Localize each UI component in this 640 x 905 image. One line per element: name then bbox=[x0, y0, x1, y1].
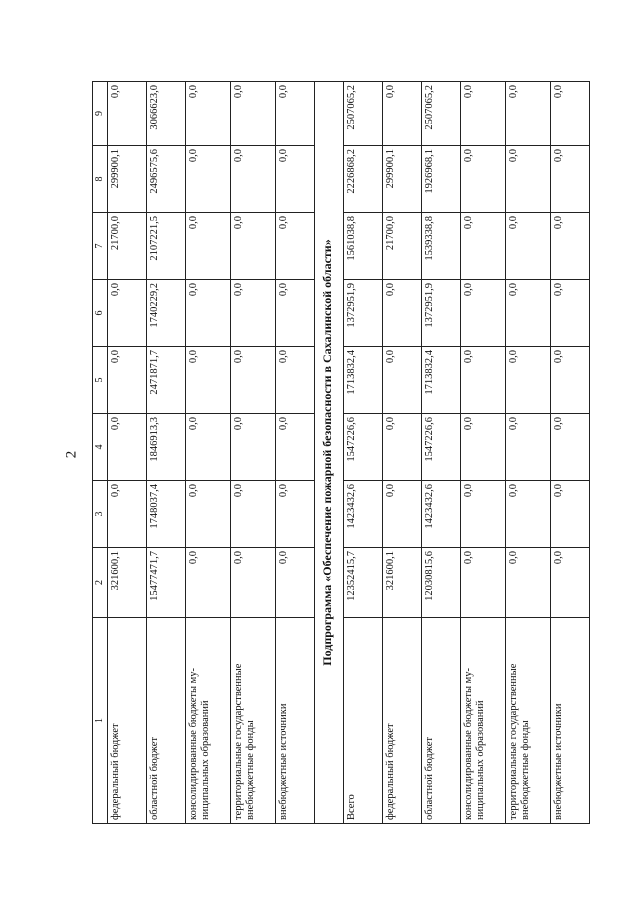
row-label: внебюджетные источники bbox=[551, 618, 590, 824]
value-cell: 0,0 bbox=[383, 347, 422, 414]
value-cell: 2471871,7 bbox=[147, 347, 186, 414]
value-cell: 0,0 bbox=[231, 548, 276, 618]
value-cell: 1561038,8 bbox=[344, 213, 383, 280]
value-cell: 1547226,6 bbox=[422, 414, 461, 481]
value-cell: 0,0 bbox=[461, 481, 506, 548]
value-cell: 0,0 bbox=[461, 548, 506, 618]
table-row bbox=[231, 82, 276, 824]
subprogram-row bbox=[315, 82, 344, 824]
value-cell: 0,0 bbox=[551, 414, 590, 481]
value-cell: 1539338,8 bbox=[422, 213, 461, 280]
value-cell: 0,0 bbox=[276, 347, 315, 414]
table-row bbox=[461, 82, 506, 824]
value-cell: 2226868,2 bbox=[344, 146, 383, 213]
value-cell: 21700,0 bbox=[383, 213, 422, 280]
value-cell: 299900,1 bbox=[108, 146, 147, 213]
value-cell: 0,0 bbox=[186, 347, 231, 414]
value-cell: 0,0 bbox=[551, 548, 590, 618]
value-cell: 0,0 bbox=[506, 82, 551, 146]
row-label: областной бюджет bbox=[147, 618, 186, 824]
value-cell: 0,0 bbox=[276, 414, 315, 481]
table-row bbox=[383, 82, 422, 824]
col-header: 1 bbox=[93, 618, 108, 824]
value-cell: 0,0 bbox=[551, 280, 590, 347]
value-cell: 1846913,3 bbox=[147, 414, 186, 481]
value-cell: 0,0 bbox=[186, 548, 231, 618]
row-label: федеральный бюджет bbox=[108, 618, 147, 824]
value-cell: 0,0 bbox=[231, 146, 276, 213]
value-cell: 0,0 bbox=[506, 548, 551, 618]
value-cell: 0,0 bbox=[551, 213, 590, 280]
col-header: 5 bbox=[93, 347, 108, 414]
value-cell: 0,0 bbox=[551, 347, 590, 414]
col-header: 3 bbox=[93, 481, 108, 548]
row-label: федеральный бюджет bbox=[383, 618, 422, 824]
value-cell: 0,0 bbox=[506, 481, 551, 548]
value-cell: 0,0 bbox=[276, 548, 315, 618]
value-cell: 0,0 bbox=[506, 213, 551, 280]
value-cell: 321600,1 bbox=[108, 548, 147, 618]
value-cell: 0,0 bbox=[231, 280, 276, 347]
col-header: 2 bbox=[93, 548, 108, 618]
value-cell: 0,0 bbox=[231, 213, 276, 280]
table-row bbox=[422, 82, 461, 824]
column-number-row bbox=[93, 82, 108, 824]
value-cell: 0,0 bbox=[506, 347, 551, 414]
section-1 bbox=[108, 82, 315, 824]
value-cell: 1713832,4 bbox=[422, 347, 461, 414]
value-cell: 2107221,5 bbox=[147, 213, 186, 280]
value-cell: 2496575,6 bbox=[147, 146, 186, 213]
value-cell: 1713832,4 bbox=[344, 347, 383, 414]
budget-table bbox=[92, 81, 590, 824]
table-row bbox=[186, 82, 231, 824]
col-header: 9 bbox=[93, 82, 108, 146]
value-cell: 0,0 bbox=[186, 481, 231, 548]
value-cell: 1547226,6 bbox=[344, 414, 383, 481]
col-header: 6 bbox=[93, 280, 108, 347]
value-cell: 12030815,6 bbox=[422, 548, 461, 618]
row-label: Всего bbox=[344, 618, 383, 824]
table-row bbox=[276, 82, 315, 824]
rotated-table-frame bbox=[92, 82, 564, 824]
value-cell: 0,0 bbox=[186, 280, 231, 347]
col-header: 8 bbox=[93, 146, 108, 213]
value-cell: 0,0 bbox=[186, 146, 231, 213]
value-cell: 0,0 bbox=[231, 481, 276, 548]
value-cell: 2507065,2 bbox=[422, 82, 461, 146]
value-cell: 321600,1 bbox=[383, 548, 422, 618]
value-cell: 0,0 bbox=[383, 280, 422, 347]
value-cell: 0,0 bbox=[551, 481, 590, 548]
row-label: территориальные государственные внебюджетные фонды bbox=[231, 618, 276, 824]
value-cell: 0,0 bbox=[461, 82, 506, 146]
value-cell: 0,0 bbox=[276, 146, 315, 213]
table-container bbox=[92, 82, 564, 824]
value-cell: 0,0 bbox=[186, 213, 231, 280]
value-cell: 3066623,0 bbox=[147, 82, 186, 146]
value-cell: 0,0 bbox=[383, 82, 422, 146]
value-cell: 0,0 bbox=[383, 414, 422, 481]
value-cell: 0,0 bbox=[186, 414, 231, 481]
value-cell: 0,0 bbox=[276, 481, 315, 548]
value-cell: 21700,0 bbox=[108, 213, 147, 280]
row-label: консолидированные бюджеты му-ниципальных образований bbox=[461, 618, 506, 824]
value-cell: 0,0 bbox=[108, 82, 147, 146]
value-cell: 0,0 bbox=[276, 82, 315, 146]
value-cell: 0,0 bbox=[461, 414, 506, 481]
value-cell: 0,0 bbox=[506, 280, 551, 347]
value-cell: 0,0 bbox=[276, 280, 315, 347]
value-cell: 0,0 bbox=[461, 146, 506, 213]
value-cell: 0,0 bbox=[276, 213, 315, 280]
value-cell: 0,0 bbox=[551, 82, 590, 146]
value-cell: 0,0 bbox=[108, 280, 147, 347]
value-cell: 0,0 bbox=[461, 347, 506, 414]
row-label: территориальные государственные внебюджетные фонды bbox=[506, 618, 551, 824]
value-cell: 0,0 bbox=[461, 280, 506, 347]
value-cell: 0,0 bbox=[506, 414, 551, 481]
value-cell: 1423432,6 bbox=[344, 481, 383, 548]
value-cell: 0,0 bbox=[231, 414, 276, 481]
value-cell: 0,0 bbox=[461, 213, 506, 280]
row-label: областной бюджет bbox=[422, 618, 461, 824]
value-cell: 2507065,2 bbox=[344, 82, 383, 146]
page-number: 2 bbox=[63, 450, 80, 459]
value-cell: 1423432,6 bbox=[422, 481, 461, 548]
value-cell: 1372951,9 bbox=[422, 280, 461, 347]
value-cell: 0,0 bbox=[108, 347, 147, 414]
value-cell: 15477471,7 bbox=[147, 548, 186, 618]
value-cell: 299900,1 bbox=[383, 146, 422, 213]
table-row bbox=[344, 82, 383, 824]
value-cell: 1748037,4 bbox=[147, 481, 186, 548]
subprogram-title: Подпрограмма «Обеспечение пожарной безопасности в Сахалинской области» bbox=[315, 82, 344, 824]
value-cell: 0,0 bbox=[186, 82, 231, 146]
value-cell: 1740229,2 bbox=[147, 280, 186, 347]
value-cell: 0,0 bbox=[383, 481, 422, 548]
col-header: 4 bbox=[93, 414, 108, 481]
value-cell: 0,0 bbox=[108, 414, 147, 481]
table-row bbox=[551, 82, 590, 824]
table-row bbox=[506, 82, 551, 824]
row-label: консолидированные бюджеты му-ниципальных образований bbox=[186, 618, 231, 824]
value-cell: 12352415,7 bbox=[344, 548, 383, 618]
value-cell: 0,0 bbox=[231, 82, 276, 146]
table-row bbox=[147, 82, 186, 824]
value-cell: 0,0 bbox=[551, 146, 590, 213]
table-row bbox=[108, 82, 147, 824]
value-cell: 0,0 bbox=[231, 347, 276, 414]
value-cell: 1372951,9 bbox=[344, 280, 383, 347]
value-cell: 0,0 bbox=[506, 146, 551, 213]
value-cell: 0,0 bbox=[108, 481, 147, 548]
value-cell: 1926968,1 bbox=[422, 146, 461, 213]
row-label: внебюджетные источники bbox=[276, 618, 315, 824]
section-2 bbox=[344, 82, 590, 824]
col-header: 7 bbox=[93, 213, 108, 280]
